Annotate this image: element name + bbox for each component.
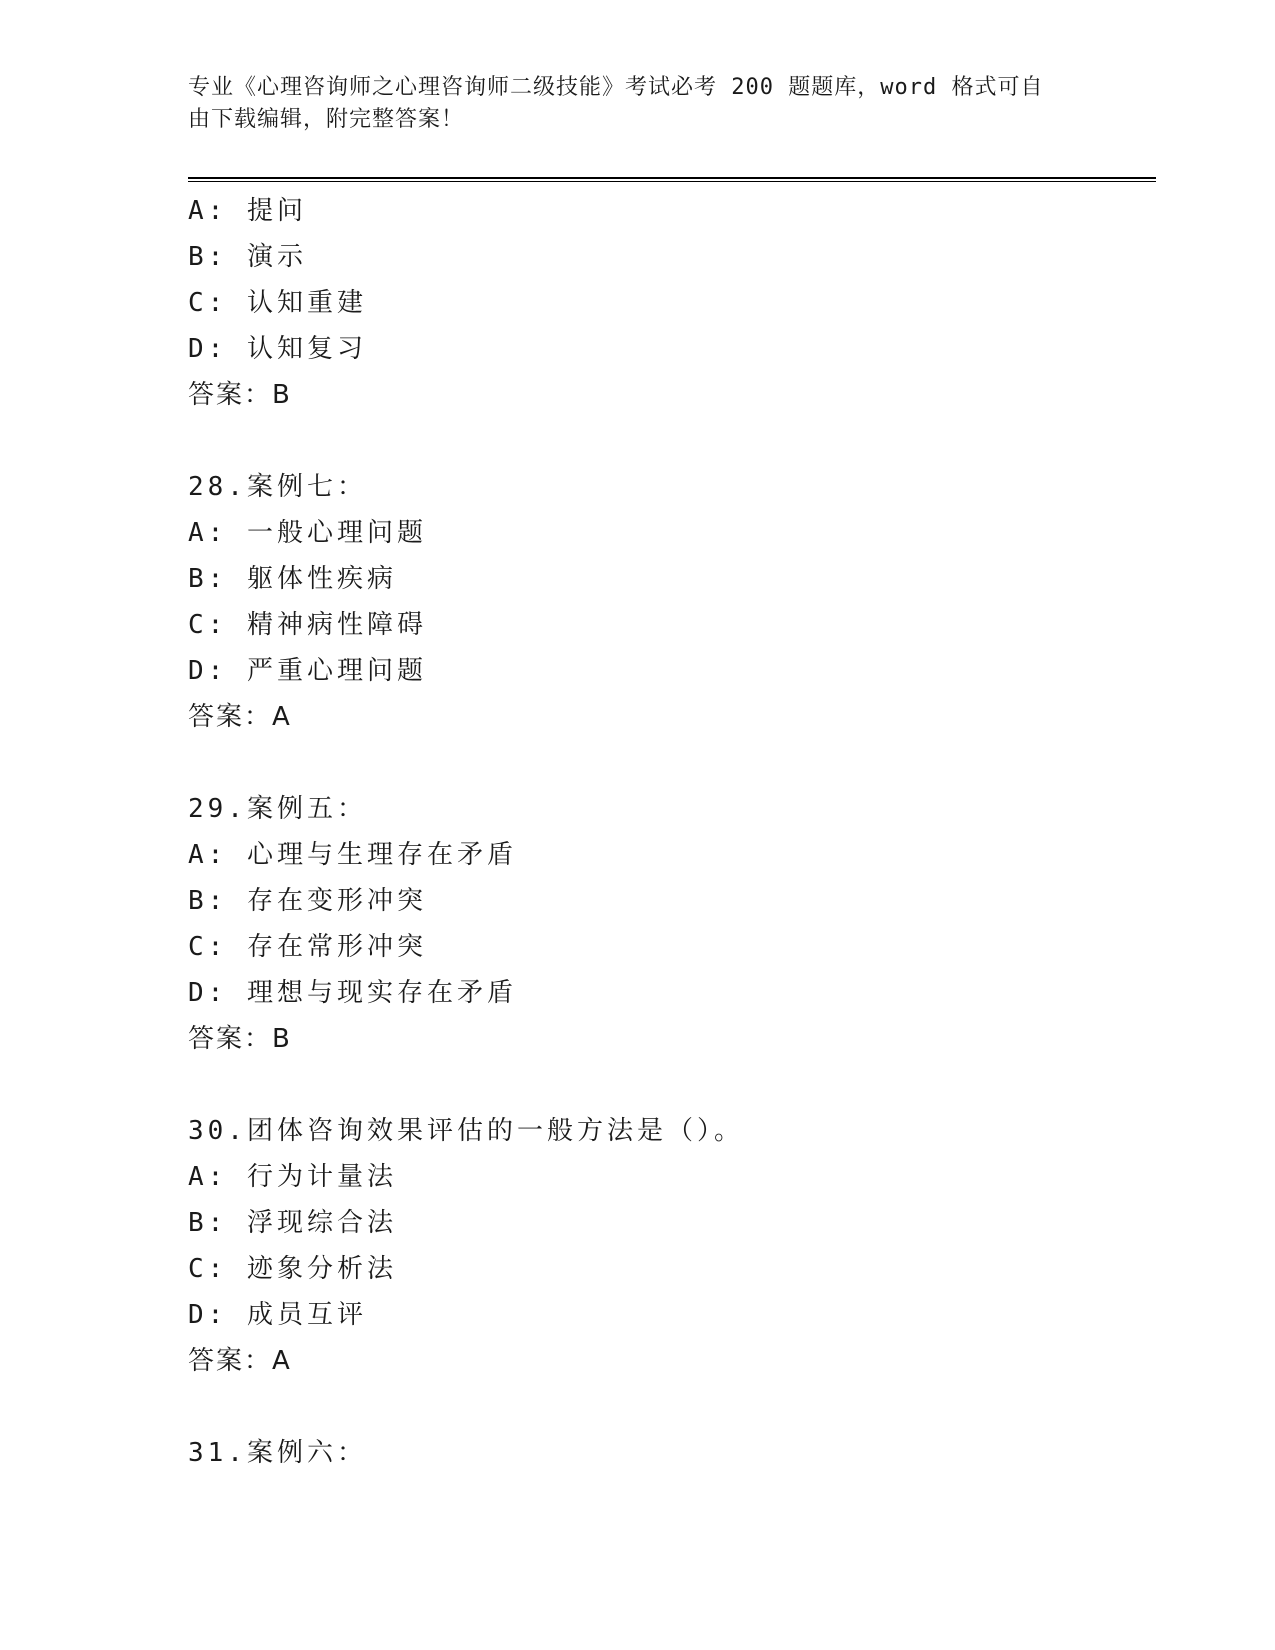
question-block xyxy=(188,1430,1156,1476)
spacer xyxy=(188,1384,1156,1430)
spacer xyxy=(188,418,1156,464)
spacer xyxy=(188,1062,1156,1108)
option-c: C: 迹象分析法 xyxy=(188,1254,397,1284)
option-d: D: 认知复习 xyxy=(188,334,367,364)
answer-line: 答案：B xyxy=(188,380,292,410)
option-a: A: 提问 xyxy=(188,196,307,226)
option-a: A: 心理与生理存在矛盾 xyxy=(188,840,517,870)
option-a: A: 行为计量法 xyxy=(188,1162,397,1192)
option-b: B: 存在变形冲突 xyxy=(188,886,427,916)
option-a: A: 一般心理问题 xyxy=(188,518,427,548)
spacer xyxy=(188,740,1156,786)
question-block xyxy=(188,786,1156,1062)
option-d: D: 严重心理问题 xyxy=(188,656,427,686)
question-text: 28.案例七： xyxy=(188,472,367,502)
option-b: B: 演示 xyxy=(188,242,307,272)
answer-line: 答案：B xyxy=(188,1024,292,1054)
header-line-2: 由下载编辑，附完整答案！ xyxy=(188,107,465,132)
question-list xyxy=(188,188,1156,1476)
question-block xyxy=(188,1108,1156,1384)
option-c: C: 认知重建 xyxy=(188,288,367,318)
question-text: 29.案例五： xyxy=(188,794,367,824)
answer-line: 答案：A xyxy=(188,1346,292,1376)
answer-line: 答案：A xyxy=(188,702,292,732)
question-text: 31.案例六： xyxy=(188,1438,367,1468)
header-divider xyxy=(188,177,1156,182)
option-b: B: 浮现综合法 xyxy=(188,1208,397,1238)
question-block xyxy=(188,464,1156,740)
header-line-1: 专业《心理咨询师之心理咨询师二级技能》考试必考 200 题题库，word 格式可自 xyxy=(188,75,1044,100)
document-header xyxy=(188,72,1078,136)
question-block xyxy=(188,188,1156,418)
option-b: B: 躯体性疾病 xyxy=(188,564,397,594)
option-d: D: 理想与现实存在矛盾 xyxy=(188,978,517,1008)
option-d: D: 成员互评 xyxy=(188,1300,367,1330)
option-c: C: 精神病性障碍 xyxy=(188,610,427,640)
option-c: C: 存在常形冲突 xyxy=(188,932,427,962)
question-text: 30.团体咨询效果评估的一般方法是（）。 xyxy=(188,1116,744,1146)
